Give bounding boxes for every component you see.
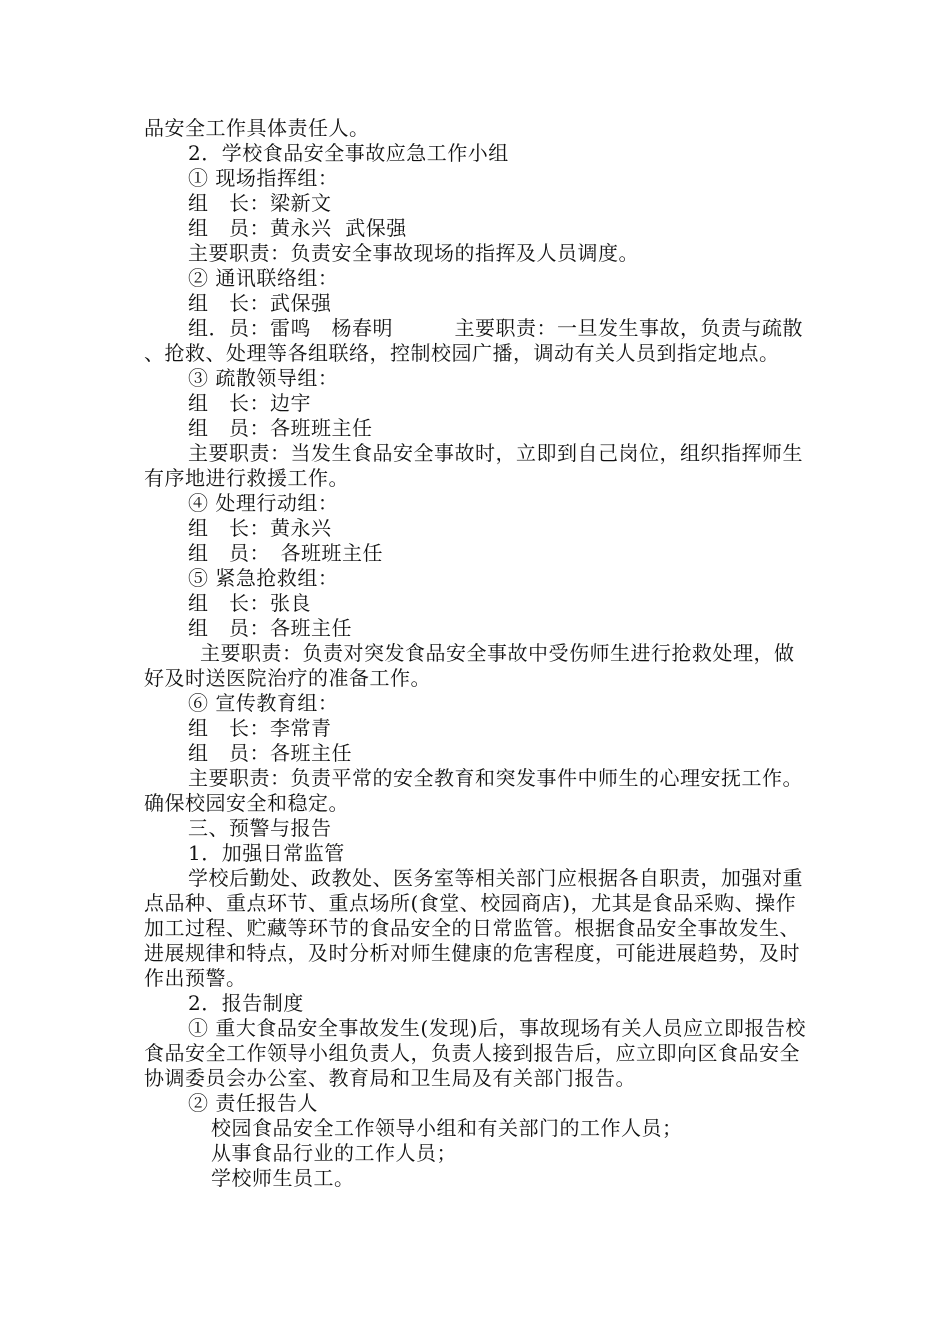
list-item: 从事食品行业的工作人员；	[211, 1141, 457, 1165]
group-members: 组 员：各班主任	[188, 741, 352, 765]
group-duty: 主要职责：当发生食品安全事故时，立即到自己岗位，组织指挥师生有序地进行救援工作。	[144, 441, 803, 490]
subsection-heading: 2．报告制度	[188, 991, 304, 1015]
group-heading: ① 现场指挥组：	[188, 166, 339, 190]
document-body	[144, 116, 814, 1191]
group-leader: 组 长：李常青	[188, 716, 332, 740]
group-members: 组 员：黄永兴 武保强	[188, 216, 407, 240]
group-members-duty: 组．员：雷鸣 杨春明 主要职责：一旦发生事故，负责与疏散、抢救、处理等各组联络，控制校园广播，调动有关人员到指定地点。	[144, 316, 803, 365]
group-heading: ⑤ 紧急抢救组：	[188, 566, 339, 590]
group-leader: 组 长：梁新文	[188, 191, 332, 215]
group-duty: 主要职责：负责平常的安全教育和突发事件中师生的心理安抚工作。确保校园安全和稳定。	[144, 766, 803, 815]
group-heading: ② 通讯联络组：	[188, 266, 339, 290]
section-heading: 三、预警与报告	[188, 816, 332, 840]
group-leader: 组 长：武保强	[188, 291, 332, 315]
group-duty: 主要职责：负责对突发食品安全事故中受伤师生进行抢救处理，做好及时送医院治疗的准备工作。	[144, 641, 795, 690]
subsection-heading: 1．加强日常监管	[188, 841, 345, 865]
group-duty: 主要职责：负责安全事故现场的指挥及人员调度。	[188, 241, 639, 265]
section-heading: 2．学校食品安全事故应急工作小组	[188, 141, 509, 165]
group-heading: ④ 处理行动组：	[188, 491, 339, 515]
text-line: 品安全工作具体责任人。	[144, 116, 370, 140]
list-item: 校园食品安全工作领导小组和有关部门的工作人员；	[211, 1116, 683, 1140]
item-heading: ② 责任报告人	[188, 1091, 318, 1115]
group-leader: 组 长：边宇	[188, 391, 311, 415]
group-members: 组 员： 各班班主任	[188, 541, 383, 565]
paragraph: ① 重大食品安全事故发生(发现)后，事故现场有关人员应立即报告校食品安全工作领导小组负责人，负责人接到报告后，应立即向区食品安全协调委员会办公室、教育局和卫生局及有关部门报告。	[144, 1016, 806, 1090]
group-members: 组 员：各班班主任	[188, 416, 373, 440]
group-heading: ③ 疏散领导组：	[188, 366, 339, 390]
paragraph: 学校后勤处、政教处、医务室等相关部门应根据各自职责，加强对重点品种、重点环节、重点场所(食堂、校园商店)，尤其是食品采购、操作加工过程、贮藏等环节的食品安全的日常监管。根据食品安全事故发生、进展规律和特点，及时分析对师生健康的危害程度，可能进展趋势，及时作出预警。	[144, 866, 803, 990]
group-heading: ⑥ 宣传教育组：	[188, 691, 339, 715]
group-members: 组 员：各班主任	[188, 616, 352, 640]
group-leader: 组 长：黄永兴	[188, 516, 332, 540]
group-leader: 组 长：张良	[188, 591, 311, 615]
list-item: 学校师生员工。	[211, 1166, 355, 1190]
